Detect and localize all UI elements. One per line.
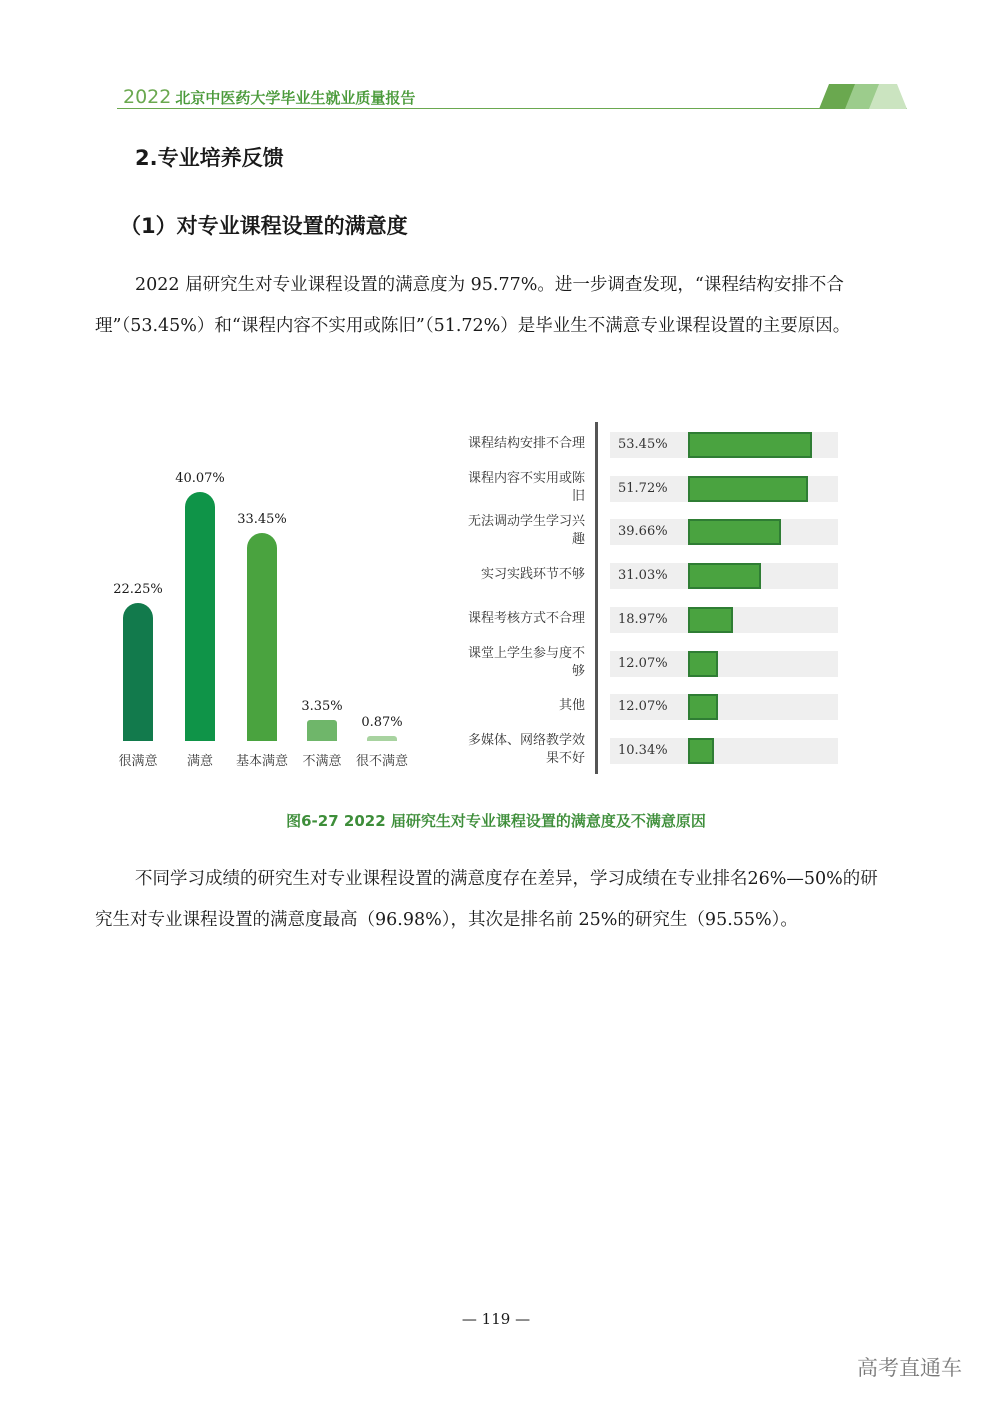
header-decoration: [807, 84, 907, 109]
reason-bar: [688, 563, 761, 589]
bar-5: [367, 736, 397, 741]
reason-label: 多媒体、网络教学效 果不好: [467, 732, 585, 766]
reason-bar: [688, 519, 781, 545]
page-header: [117, 80, 907, 110]
paragraph-2: [95, 859, 885, 941]
reason-label: 实习实践环节不够: [480, 567, 585, 583]
reason-row: [440, 603, 840, 647]
bar-category-label: 很不满意: [355, 754, 408, 769]
reason-row: [440, 647, 840, 691]
reason-bar: [688, 432, 812, 458]
reason-label: 课程考核方式不合理: [467, 610, 585, 626]
header-rule: [117, 108, 907, 109]
reason-value-label: 53.45%: [618, 437, 668, 452]
section-title: 2.专业培养反馈: [135, 146, 284, 170]
reason-label: 无法调动学生学习兴 趣: [467, 514, 585, 548]
reason-value-label: 10.34%: [618, 742, 668, 758]
reason-row: [440, 428, 840, 472]
satisfaction-bar-chart: [108, 470, 423, 775]
reason-label: 其他: [558, 698, 585, 714]
reason-bar: [688, 476, 808, 502]
bar-category-label: 不满意: [302, 754, 342, 769]
reason-bar: [688, 651, 718, 677]
reason-label: 课程结构安排不合理: [467, 436, 585, 451]
bar-2: [185, 492, 215, 741]
bar-value-label: 3.35%: [301, 699, 343, 715]
header-year: 2022: [123, 86, 172, 108]
bar-value-label: 33.45%: [237, 511, 287, 527]
bar-value-label: 22.25%: [113, 581, 163, 597]
dissatisfaction-reasons-chart: [440, 422, 840, 774]
header-text: 北京中医药大学毕业生就业质量报告: [175, 89, 416, 107]
reason-bar: [688, 694, 718, 720]
bar-category-label: 很满意: [118, 754, 158, 769]
paragraph-1-text: 2022 届研究生对专业课程设置的满意度为 95.77%。进一步调查发现，“课程结构安排不合理”（53.45%）和“课程内容不实用或陈旧”（51.72%）是毕业生不满意专业课程设置的主要原因。: [95, 275, 851, 336]
header-title: [123, 86, 415, 108]
watermark: 高考直通车: [857, 1356, 962, 1380]
reason-value-label: 51.72%: [618, 480, 668, 496]
reason-value-label: 31.03%: [618, 568, 668, 584]
reason-value-label: 12.07%: [618, 699, 668, 715]
paragraph-1: [95, 265, 885, 347]
bar-category-label: 满意: [186, 754, 213, 769]
figure-caption: 图6-27 2022 届研究生对专业课程设置的满意度及不满意原因: [286, 812, 706, 830]
reason-bar: [688, 738, 714, 764]
reason-label: 课堂上学生参与度不 够: [467, 645, 585, 679]
reason-value-label: 12.07%: [618, 655, 668, 671]
bar-1: [123, 603, 153, 741]
bar-value-label: 0.87%: [361, 714, 403, 730]
bar-value-label: 40.07%: [175, 470, 225, 486]
page-number: — 119 —: [461, 1310, 531, 1328]
reason-bar: [688, 607, 733, 633]
reason-value-label: 39.66%: [618, 524, 668, 540]
reason-value-label: 18.97%: [618, 611, 668, 627]
bar-4: [307, 720, 337, 741]
reason-row: [440, 559, 840, 603]
reason-row: [440, 690, 840, 734]
subsection-title: （1）对专业课程设置的满意度: [120, 214, 408, 238]
paragraph-2-text: 不同学习成绩的研究生对专业课程设置的满意度存在差异，学习成绩在专业排名26%—50%的研究生对专业课程设置的满意度最高（96.98%），其次是排名前 25%的研究生（95.55%）。: [95, 869, 878, 930]
reason-label: 课程内容不实用或陈 旧: [467, 470, 585, 504]
reason-row: [440, 515, 840, 559]
reason-row: [440, 472, 840, 516]
reason-row: [440, 734, 840, 778]
bar-category-label: 基本满意: [235, 754, 288, 769]
bar-3: [247, 533, 277, 741]
